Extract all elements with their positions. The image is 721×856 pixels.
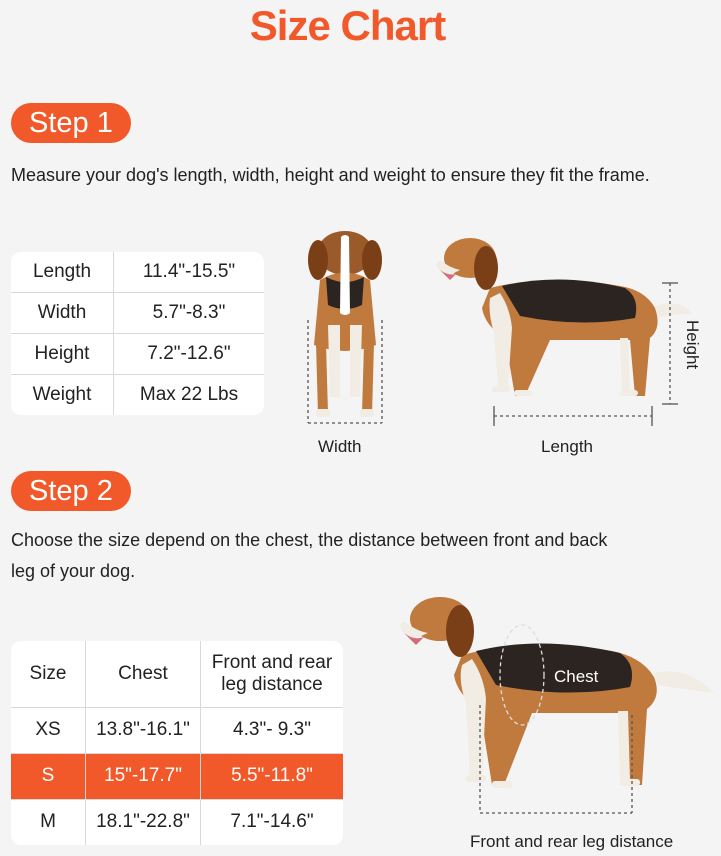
leg-cell: 7.1"-14.6" [230, 811, 314, 833]
table-row [11, 252, 264, 293]
dog-rear-view-illustration [290, 225, 400, 430]
size-cell: M [11, 799, 86, 845]
step1-table-wrap [11, 252, 264, 415]
leg-distance-label: Front and rear leg distance [470, 832, 674, 851]
measure-key: Height [11, 334, 114, 375]
step2-badge: Step 2 [11, 471, 131, 511]
step2-description-line1: Choose the size depend on the chest, the distance between front and back [11, 530, 608, 550]
measure-key: Width [11, 293, 114, 334]
dog-chest-illustration [392, 585, 717, 820]
measure-value: 5.7"-8.3" [114, 293, 265, 334]
table-header-row [11, 641, 343, 707]
leg-header-line1: Front and rear [211, 651, 333, 673]
leg-cell: 5.5"-11.8" [201, 753, 344, 799]
step1-measure-table [11, 252, 264, 415]
measure-value: 11.4"-15.5" [114, 252, 265, 293]
table-row [11, 293, 264, 334]
table-row [11, 334, 264, 375]
dog-side-view-illustration [430, 228, 700, 438]
width-label: Width [318, 437, 362, 456]
size-header: Size [11, 641, 86, 707]
step2-table-wrap [11, 641, 343, 845]
table-row [11, 799, 343, 845]
height-label: Height [683, 320, 702, 370]
chest-label: Chest [554, 667, 599, 686]
table-row [11, 375, 264, 416]
size-cell: S [11, 753, 86, 799]
page-title: Size Chart [249, 2, 446, 49]
measure-value: 7.2"-12.6" [114, 334, 265, 375]
leg-cell: 4.3"- 9.3" [201, 707, 344, 753]
step2-description-line2: leg of your dog. [11, 561, 136, 581]
size-table [11, 641, 343, 845]
step1-badge: Step 1 [11, 103, 131, 143]
leg-header-line2: leg distance [221, 673, 323, 695]
measure-key: Length [11, 252, 114, 293]
chest-cell: 13.8"-16.1" [86, 707, 201, 753]
chest-header: Chest [86, 641, 201, 707]
measure-key: Weight [11, 375, 114, 416]
table-row-highlighted [11, 753, 343, 799]
chest-cell: 15"-17.7" [86, 753, 201, 799]
table-row [11, 707, 343, 753]
leg-distance-header [201, 641, 344, 707]
step1-description: Measure your dog's length, width, height and weight to ensure they fit the frame. [11, 165, 650, 185]
size-cell: XS [11, 707, 86, 753]
chest-cell: 18.1"-22.8" [86, 799, 201, 845]
length-label: Length [541, 437, 593, 456]
measure-value: Max 22 Lbs [139, 384, 239, 405]
